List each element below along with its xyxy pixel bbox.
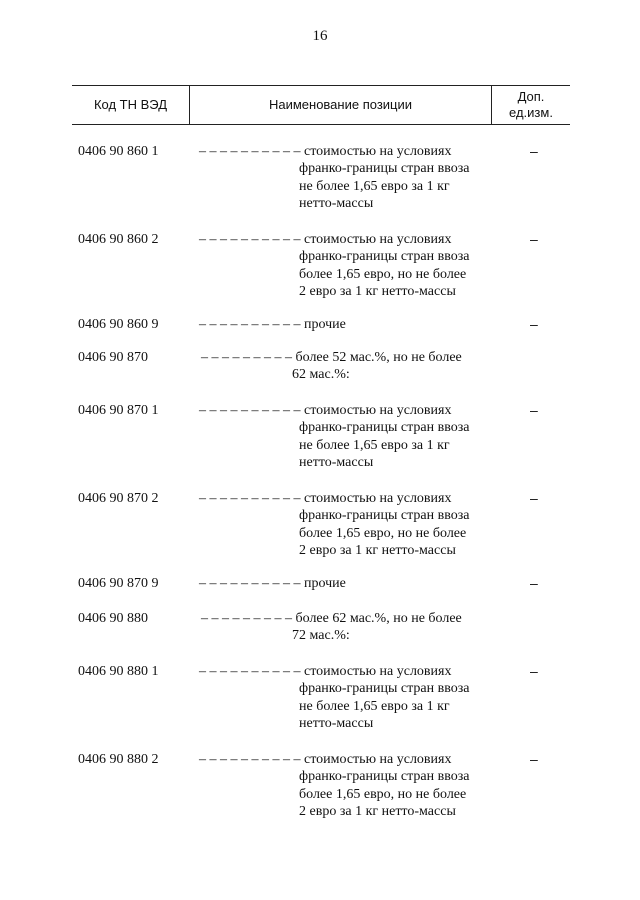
description-line: более 1,65 евро, но не более — [299, 786, 467, 802]
table-top-rule — [72, 85, 570, 86]
description-line: – – – – – – – – – более 62 мас.%, но не более — [201, 611, 462, 626]
description-line: нетто-массы — [299, 195, 374, 211]
description-line: нетто-массы — [299, 454, 374, 470]
row-description — [201, 610, 462, 645]
description-line: не более 1,65 евро за 1 кг — [299, 698, 450, 714]
row-unit: – — [530, 663, 538, 679]
description-line: 2 евро за 1 кг нетто-массы — [299, 283, 456, 299]
description-line: – – – – – – – – – – стоимостью на условиях — [199, 664, 452, 679]
header-unit — [492, 89, 570, 121]
row-code: 0406 90 860 2 — [78, 232, 159, 247]
description-line: 72 мас.%: — [292, 628, 350, 644]
description-line: – – – – – – – – – – прочие — [199, 576, 346, 591]
row-unit: – — [530, 490, 538, 506]
row-unit: – — [530, 231, 538, 247]
header-name: Наименование позиции — [268, 97, 413, 112]
description-line: – – – – – – – – – – стоимостью на условиях — [199, 232, 452, 247]
table-header-bottom-rule — [72, 124, 570, 125]
row-code: 0406 90 860 9 — [78, 317, 159, 332]
description-line: – – – – – – – – – – стоимостью на условиях — [199, 144, 452, 159]
page-number: 16 — [312, 28, 328, 44]
row-description — [199, 575, 346, 592]
row-code: 0406 90 880 2 — [78, 752, 159, 767]
row-description — [199, 751, 469, 820]
description-line: – – – – – – – – – – стоимостью на условиях — [199, 403, 452, 418]
description-line: более 1,65 евро, но не более — [299, 266, 467, 282]
row-description — [199, 490, 469, 559]
row-code: 0406 90 870 2 — [78, 491, 159, 506]
description-line: 62 мас.%: — [292, 367, 350, 383]
description-line: франко-границы стран ввоза — [299, 420, 470, 436]
description-line: франко-границы стран ввоза — [299, 161, 470, 177]
row-description — [199, 316, 346, 333]
description-line: не более 1,65 евро за 1 кг — [299, 178, 450, 194]
row-description — [199, 402, 469, 471]
header-code: Код ТН ВЭД — [93, 97, 168, 112]
row-unit: – — [530, 143, 538, 159]
header-unit-line1: Доп. — [517, 89, 545, 104]
description-line: франко-границы стран ввоза — [299, 249, 470, 265]
row-description — [199, 663, 469, 732]
description-line: – – – – – – – – – – стоимостью на условиях — [199, 752, 452, 767]
description-line: – – – – – – – – – – прочие — [199, 317, 346, 332]
description-line: 2 евро за 1 кг нетто-массы — [299, 803, 456, 819]
description-line: более 1,65 евро, но не более — [299, 525, 467, 541]
header-unit-line2: ед.изм. — [509, 105, 553, 120]
description-line: нетто-массы — [299, 715, 374, 731]
row-unit: – — [530, 402, 538, 418]
description-line: франко-границы стран ввоза — [299, 681, 470, 697]
description-line: 2 евро за 1 кг нетто-массы — [299, 542, 456, 558]
row-code: 0406 90 870 — [78, 350, 148, 365]
row-code: 0406 90 880 1 — [78, 664, 159, 679]
description-line: франко-границы стран ввоза — [299, 508, 470, 524]
row-unit: – — [530, 575, 538, 591]
description-line: – – – – – – – – – более 52 мас.%, но не более — [201, 350, 462, 365]
description-line: – – – – – – – – – – стоимостью на условиях — [199, 491, 452, 506]
row-unit: – — [530, 316, 538, 332]
row-code: 0406 90 870 1 — [78, 403, 159, 418]
description-line: не более 1,65 евро за 1 кг — [299, 437, 450, 453]
row-unit: – — [530, 751, 538, 767]
row-description — [201, 349, 462, 384]
row-code: 0406 90 870 9 — [78, 576, 159, 591]
description-line: франко-границы стран ввоза — [299, 769, 470, 785]
row-description — [199, 231, 469, 300]
row-code: 0406 90 860 1 — [78, 144, 159, 159]
row-description — [199, 143, 469, 212]
row-code: 0406 90 880 — [78, 611, 148, 626]
